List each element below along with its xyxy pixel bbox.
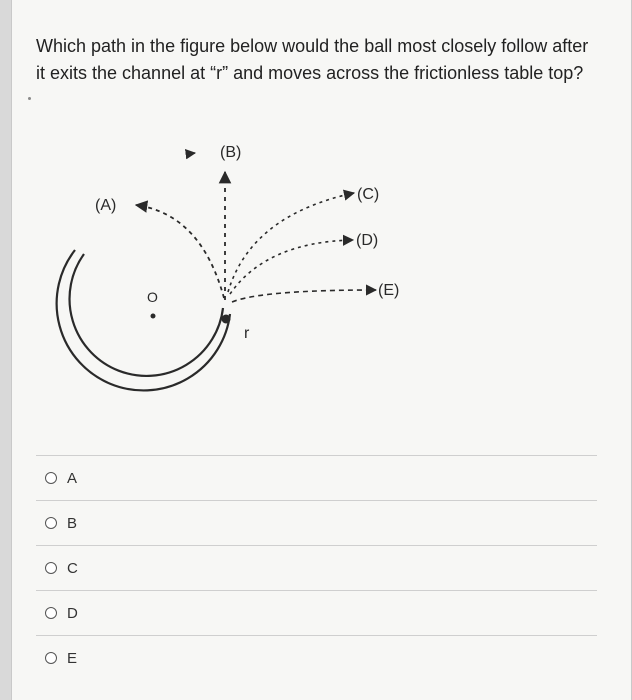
option-a[interactable] [32, 456, 597, 500]
label-e: (E) [378, 282, 400, 299]
label-center: O [147, 289, 158, 305]
center-dot [151, 314, 156, 319]
path-e [232, 290, 376, 302]
radio-c[interactable] [45, 562, 57, 574]
label-exit: r [244, 325, 250, 342]
answer-options [32, 455, 597, 680]
option-d[interactable] [32, 591, 597, 635]
option-b-label: B [67, 514, 78, 532]
option-c-label: C [67, 559, 78, 577]
option-e-label: E [67, 649, 78, 667]
radio-a[interactable] [45, 472, 57, 484]
channel-path-figure [46, 130, 426, 410]
option-b[interactable] [32, 501, 597, 545]
path-d [230, 240, 353, 294]
option-e[interactable] [32, 636, 597, 680]
margin-dot [28, 97, 31, 100]
question-card [11, 0, 632, 700]
label-d: (D) [356, 232, 379, 249]
radio-d[interactable] [45, 607, 57, 619]
label-c: (C) [357, 186, 380, 203]
label-a: (A) [95, 197, 117, 214]
channel-outer-wall [57, 250, 230, 390]
path-a [136, 205, 224, 298]
option-d-label: D [67, 604, 78, 622]
radio-b[interactable] [45, 517, 57, 529]
radio-e[interactable] [45, 652, 57, 664]
label-b-arrow [187, 153, 195, 154]
channel-inner-wall [70, 254, 223, 376]
ball [222, 315, 231, 324]
question-text: Which path in the figure below would the ball most closely follow after it exits the channel at “r” and moves across the frictionless table top? [36, 36, 589, 83]
option-c[interactable] [32, 546, 597, 590]
label-b: (B) [220, 144, 242, 161]
path-c [228, 193, 354, 292]
option-a-label: A [67, 469, 78, 487]
